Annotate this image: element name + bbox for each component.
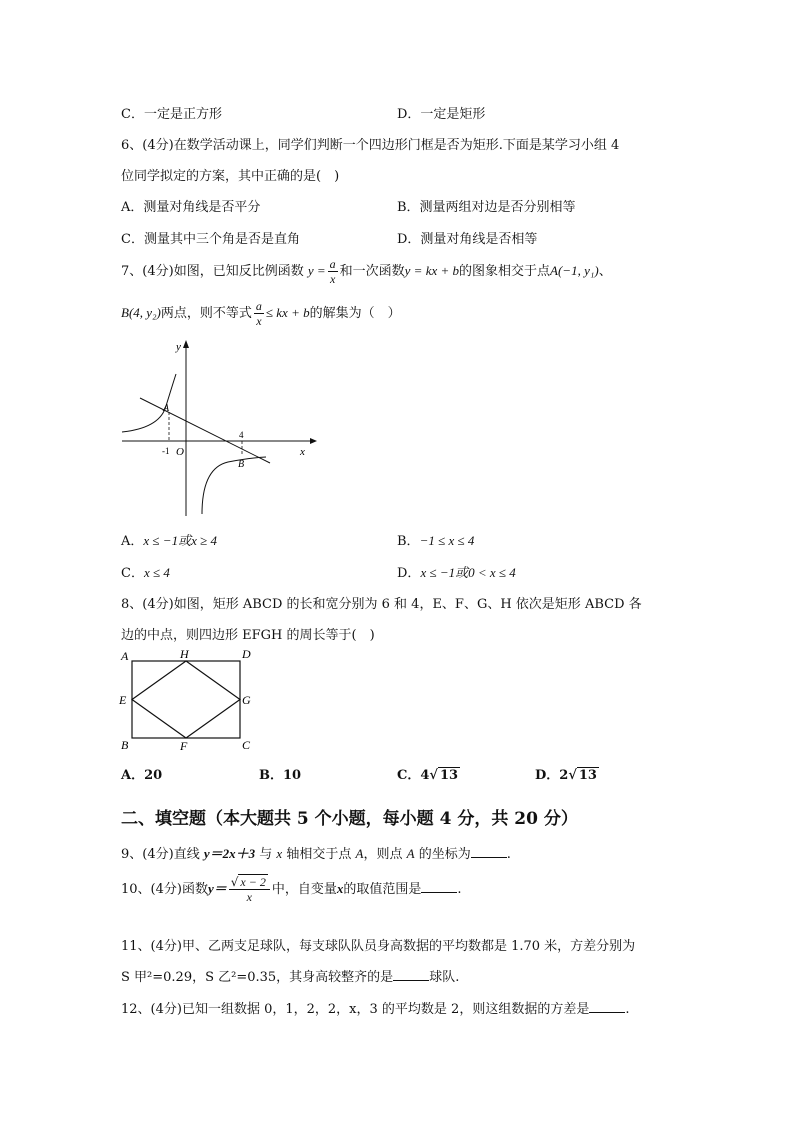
q12-answer-blank[interactable] [589,1000,625,1013]
q10-stem [121,876,462,903]
q7-option-a [121,530,217,549]
q9-text-5: 的坐标为 [418,847,471,862]
q8-number: 8、(4分) [121,597,174,612]
q7-inverse-fraction [328,258,338,285]
q6-option-b: B．测量两组对边是否分别相等 [397,200,576,215]
q7-option-d [397,562,516,581]
q7-point-a: A(−1, y₁) [550,263,599,278]
q11-number: 11、(4分) [121,939,182,954]
q9-text-1: 直线 [173,847,200,862]
q11-stem-line1 [121,935,635,954]
q11-text-3: 球队. [429,970,460,985]
q7-comma: 、 [598,264,612,279]
q8-text-1: 如图，矩形 ABCD 的长和宽分别为 6 和 4，E、F、G、H 依次是矩形 ABCD 各 [173,597,642,612]
fig-label-d: D [242,647,251,661]
q10-y-equals: y＝ [207,881,227,896]
x-axis-label: x [300,446,305,458]
q7-text-2: 和一次函数 [339,264,405,279]
q8-option-c-coef: C．4 [397,768,430,783]
q12-number: 12、(4分) [121,1002,182,1017]
q5-option-d: D．一定是矩形 [397,107,486,122]
q10-numerator [229,876,270,890]
q5-option-c: C．一定是正方形 [121,107,222,122]
q8-option-d [535,764,599,783]
section-2-heading: 二、填空题（本大题共 5 个小题，每小题 4 分，共 20 分） [121,809,578,829]
tick-label-4: 4 [239,430,244,440]
q8-stem-line1 [121,593,642,612]
fig-label-e: E [119,693,127,707]
sqrt-icon: √ [230,875,239,889]
q7-option-a-math: x ≤ −1或x ≥ 4 [143,533,217,548]
tick-label-neg1: -1 [162,446,170,456]
q7-stem-line1 [121,258,612,285]
quadrilateral-efgh [132,661,240,738]
q6-option-c: C．测量其中三个角是否是直角 [121,232,300,247]
hyperbola-branch-lower [202,457,266,514]
q8-option-c-radicand: 13 [439,768,459,783]
q7-option-b [397,530,474,549]
q7-option-d-label: D． [397,566,421,581]
q6-option-a: A．测量对角线是否平分 [121,200,261,215]
q7-option-a-label: A． [121,534,144,549]
y-axis-label: y [176,341,181,353]
q9-answer-blank[interactable] [471,845,507,858]
q7-fraction-denominator: x [329,272,336,286]
linear-function-line [140,398,270,463]
q8-option-a: A．20 [121,768,163,783]
q7-function-graph [118,336,318,520]
q12-end: . [625,1002,630,1017]
q7-ineq-denominator: x [256,314,262,328]
q7-fraction-numerator: a [329,257,336,271]
q10-radicand: x − 2 [240,875,266,889]
origin-label: O [176,446,184,458]
fig-label-a: A [121,649,129,663]
q7-text-5: 的解集为（ ） [309,306,401,321]
q8-option-d-radicand: 13 [578,768,597,783]
q10-end: . [457,882,462,897]
q9-point-a: A [355,846,364,861]
q7-text-3: 的图象相交于点 [459,264,551,279]
q12-stem [121,998,629,1017]
q10-denominator: x [246,890,252,904]
q8-stem-line2: 边的中点，则四边形 EFGH 的周长等于( ) [121,628,375,643]
q10-var-x: x [336,881,344,896]
q9-end: . [506,847,511,862]
graph-point-a-label: A [163,403,170,414]
fig-label-b: B [121,738,129,752]
fig-label-c: C [242,738,251,752]
q11-answer-blank[interactable] [393,968,429,981]
x-axis-arrow-icon [310,438,317,444]
q11-text-2: S 甲²=0.29，S 乙²=0.35，其身高较整齐的是 [121,970,394,985]
q6-text-1: 在数学活动课上，同学们判断一个四边形门框是否为矩形.下面是某学习小组 4 [173,138,620,153]
rectangle-abcd [132,661,240,738]
q8-option-b: B．10 [259,768,302,783]
q7-option-b-label: B． [397,534,420,549]
q7-text-4: 两点，则不等式 [160,306,252,321]
q9-var-x: x [276,846,283,861]
q10-answer-blank[interactable] [421,880,457,893]
q7-stem-line2 [121,300,401,327]
q7-option-b-math: −1 ≤ x ≤ 4 [419,533,475,548]
graph-point-b-label: B [238,459,245,470]
q10-text-1: 函数 [181,882,208,897]
q7-option-c-label: C． [121,566,144,581]
q9-text-2: 与 [259,847,273,862]
q9-stem [121,843,511,862]
fig-label-g: G [242,693,251,707]
q9-equation: y＝2x＋3 [203,846,256,861]
sqrt-icon: √ [568,768,577,783]
q6-option-d: D．测量对角线是否相等 [397,232,538,247]
q10-number: 10、(4分) [121,882,182,897]
q6-stem-line2: 位同学拟定的方案，其中正确的是( ) [121,169,340,184]
q7-number: 7、(4分) [121,264,174,279]
q9-text-4: ，则点 [363,847,403,862]
fig-label-f: F [180,739,188,753]
q7-ineq-numerator: a [255,299,262,313]
sqrt-icon: √ [429,768,438,783]
q9-number: 9、(4分) [121,847,174,862]
q10-fraction [229,876,270,903]
q6-number: 6、(4分) [121,138,174,153]
q9-text-3: 轴相交于点 [286,847,352,862]
q7-linear-function: y = kx + b [404,263,460,278]
q11-text-1: 甲、乙两支足球队，每支球队队员身高数据的平均数都是 1.70 米，方差分别为 [181,939,636,954]
q7-inequality-fraction [254,300,264,327]
y-axis-arrow-icon [183,340,189,348]
q7-inverse-function-lhs: y = [307,263,326,278]
q7-inequality-rhs: ≤ kx + b [265,305,310,320]
q8-rectangle-figure [116,646,262,754]
q7-text-1: 如图，已知反比例函数 [173,264,304,279]
q6-stem-line1 [121,134,619,153]
q11-stem-line2 [121,966,459,985]
q10-text-2: 中，自变量 [271,882,337,897]
q7-option-c [121,562,170,581]
fig-label-h: H [180,647,189,661]
q8-option-c [397,764,460,783]
q10-text-3: 的取值范围是 [343,882,422,897]
q12-text: 已知一组数据 0，1，2，2，x，3 的平均数是 2，则这组数据的方差是 [181,1002,590,1017]
q9-point-a-2: A [406,846,415,861]
q7-option-d-math: x ≤ −1或0 < x ≤ 4 [420,565,516,580]
q8-option-d-coef: D．2 [535,768,569,783]
q7-option-c-math: x ≤ 4 [143,565,170,580]
q7-point-b: B(4, y₂) [121,305,161,320]
